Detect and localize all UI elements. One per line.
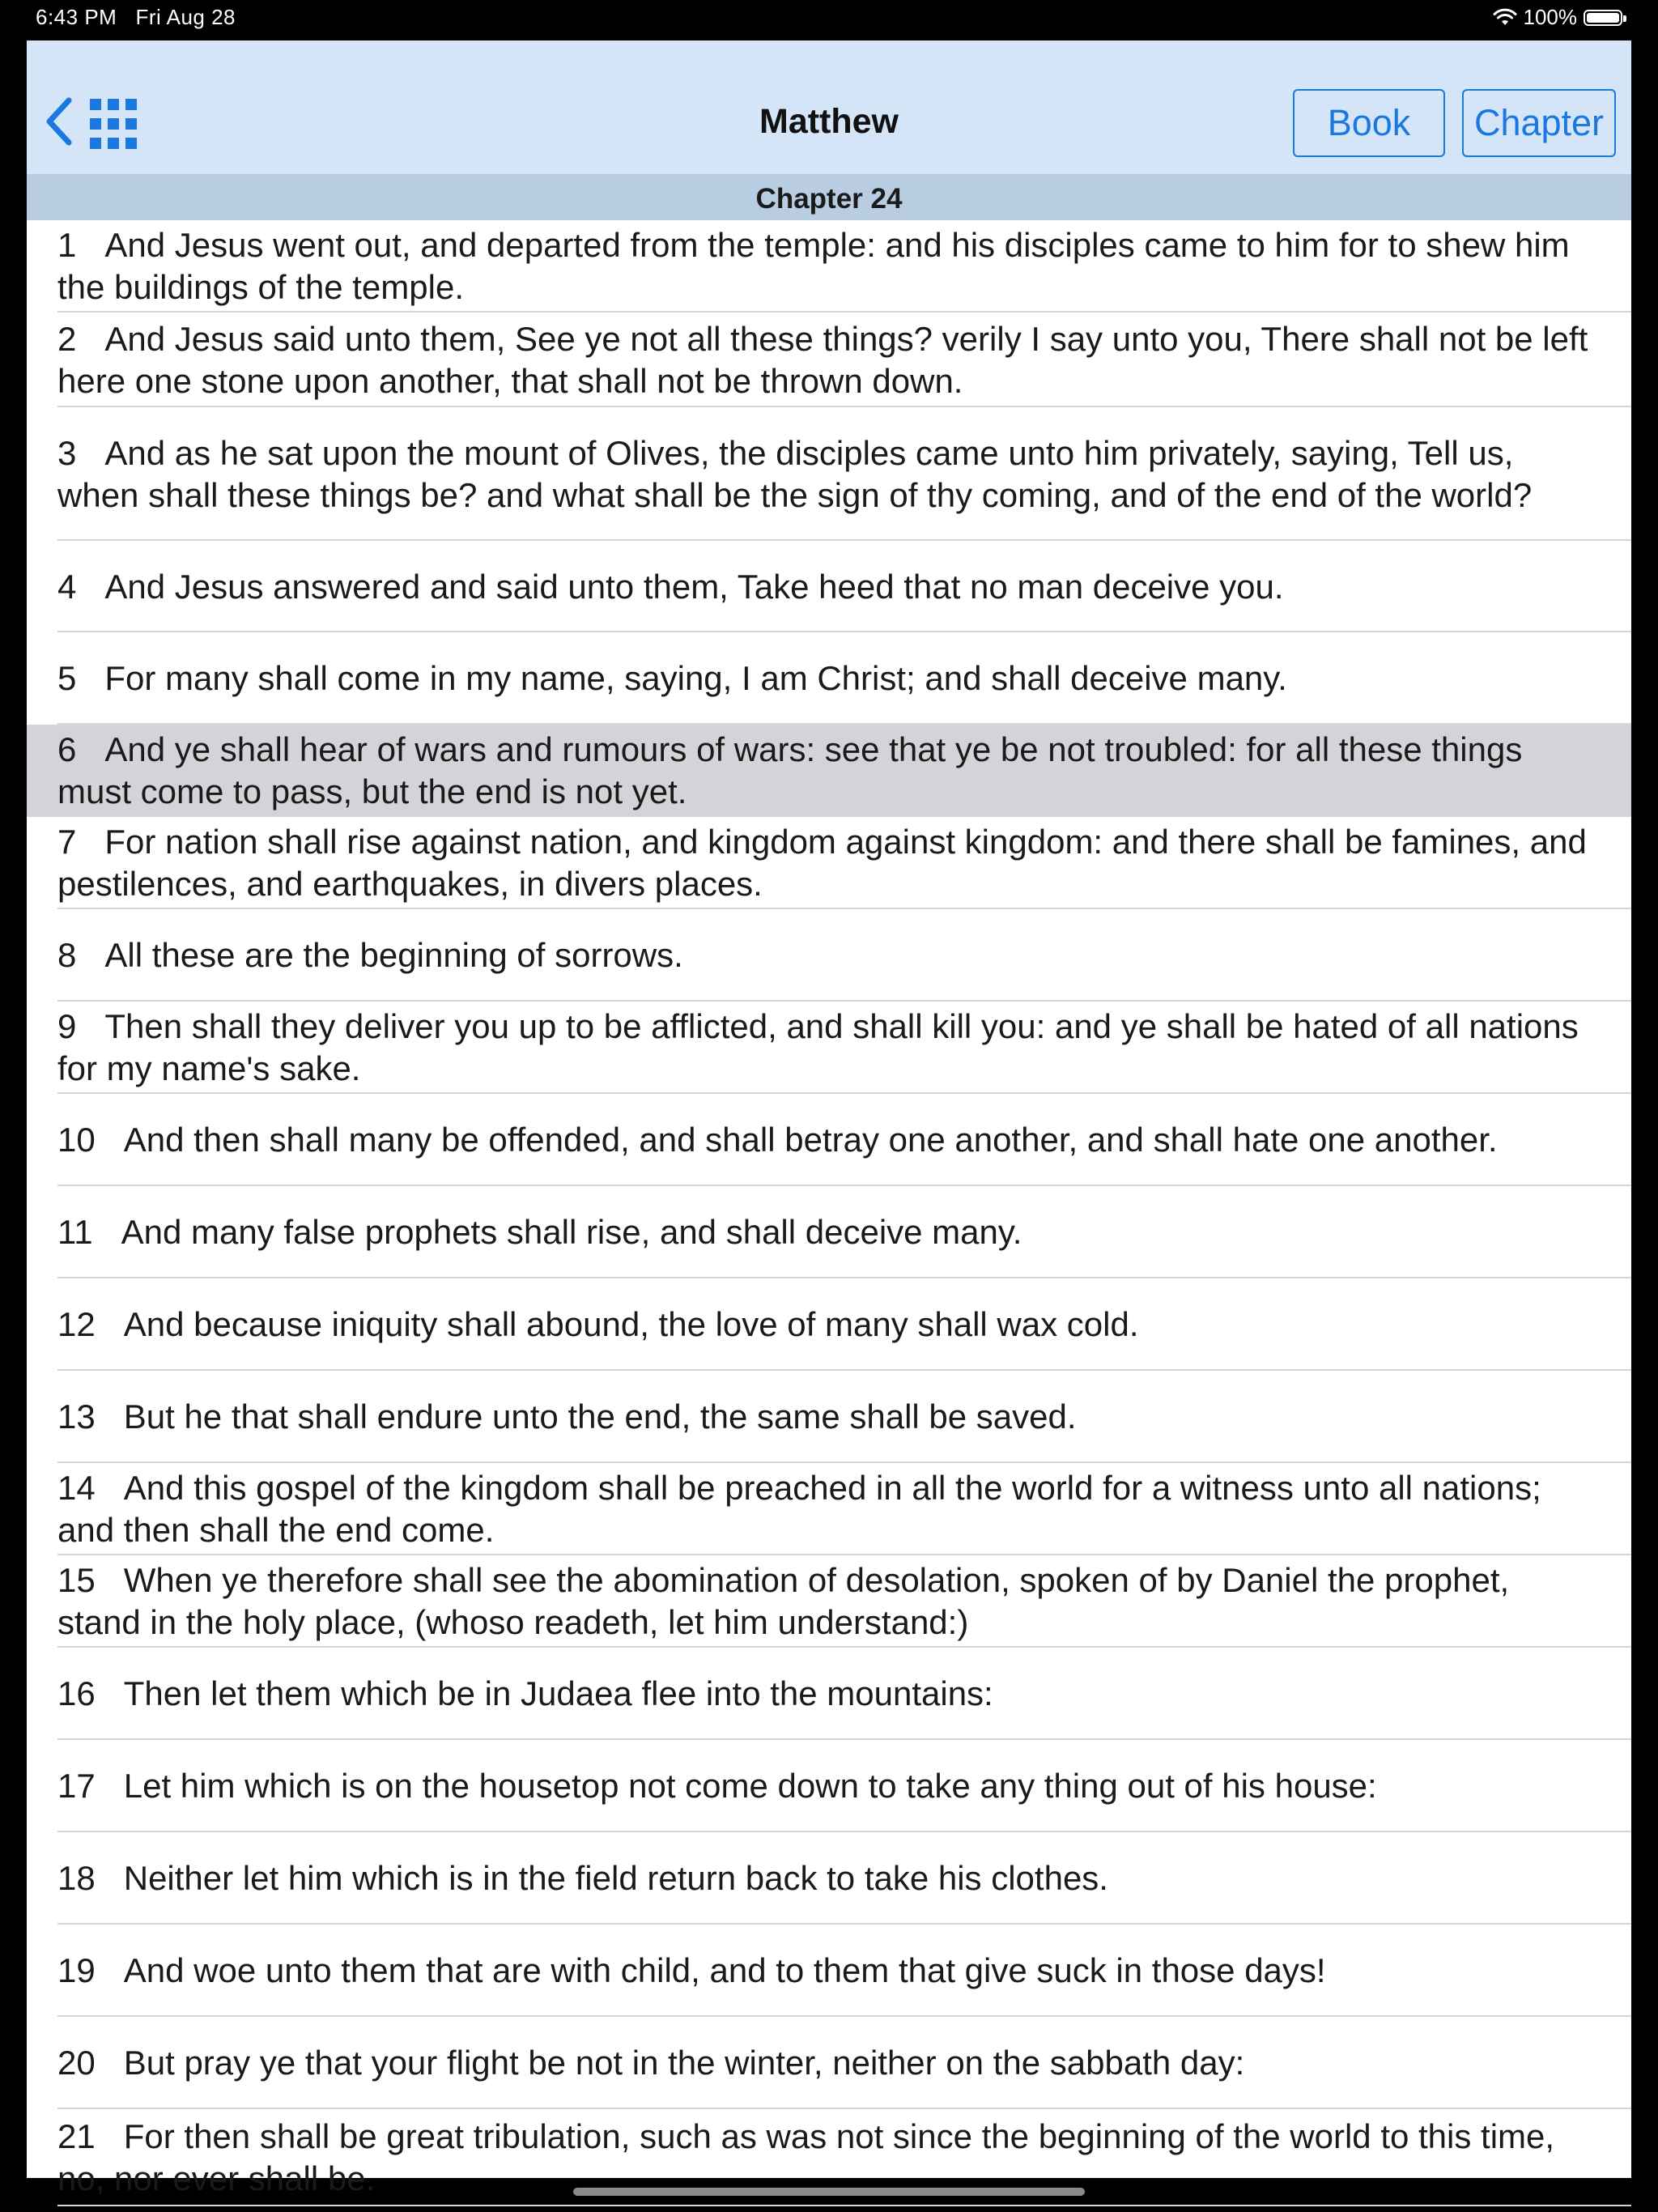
verse-text <box>57 1304 1601 1346</box>
verse-text <box>57 1396 1601 1438</box>
verse-number: 15 <box>57 1561 96 1599</box>
verse-body: Then shall they deliver you up to be afflicted, and shall kill you: and ye shall be hated of all nations for my name's sake. <box>57 1007 1579 1087</box>
verse-body: And Jesus said unto them, See ye not all these things? verily I say unto you, There shall not be left here one stone upon another, that shall not be thrown down. <box>57 319 1588 400</box>
status-date: Fri Aug 28 <box>135 5 236 29</box>
verse-row[interactable] <box>27 1648 1631 1740</box>
verse-row[interactable] <box>27 1278 1631 1371</box>
verse-body: And then shall many be offended, and shall betray one another, and shall hate one another. <box>123 1121 1498 1159</box>
battery-percent: 100% <box>1523 5 1577 29</box>
verse-body: For then shall be great tribulation, such as was not since the beginning of the world to this time, no, nor ever shall be. <box>57 2117 1555 2197</box>
verse-number: 20 <box>57 2044 96 2082</box>
verse-number: 16 <box>57 1674 96 1712</box>
verse-body: But he that shall endure unto the end, the same shall be saved. <box>123 1397 1077 1436</box>
verse-body: And because iniquity shall abound, the love of many shall wax cold. <box>123 1305 1139 1343</box>
verse-text <box>57 934 1601 976</box>
verse-row[interactable] <box>27 1925 1631 2017</box>
verse-row[interactable] <box>27 909 1631 1002</box>
status-bar <box>0 0 1658 37</box>
status-time <box>36 5 236 30</box>
verse-number: 14 <box>57 1469 96 1507</box>
verse-text <box>57 821 1601 905</box>
verse-row[interactable] <box>27 220 1631 313</box>
verse-number: 2 <box>57 319 77 358</box>
verse-body: And as he sat upon the mount of Olives, the disciples came unto him privately, saying, Tell us, when shall these things be? and what shall be the sign of thy coming, and of the end of the world? <box>57 433 1533 514</box>
verse-body: And many false prophets shall rise, and shall deceive many. <box>121 1213 1022 1251</box>
verse-row[interactable] <box>27 1832 1631 1925</box>
verse-row[interactable] <box>27 725 1631 817</box>
verse-body: And ye shall hear of wars and rumours of wars: see that ye be not troubled: for all these things must come to pass, but the end is not yet. <box>57 730 1523 810</box>
verse-row[interactable] <box>27 1186 1631 1278</box>
verse-text <box>57 1857 1601 1899</box>
verse-body: For many shall come in my name, saying, I am Christ; and shall deceive many. <box>104 659 1287 697</box>
verse-row[interactable] <box>27 2017 1631 2109</box>
verse-text <box>57 1559 1601 1644</box>
page-title: Matthew <box>759 102 899 141</box>
verse-row[interactable] <box>27 1371 1631 1463</box>
verse-number: 21 <box>57 2117 96 2155</box>
verse-number: 18 <box>57 1859 96 1897</box>
verse-row[interactable] <box>27 407 1631 541</box>
verse-text <box>57 224 1601 308</box>
verse-number: 11 <box>57 1213 93 1251</box>
verse-number: 19 <box>57 1951 96 1989</box>
verse-row[interactable] <box>27 1002 1631 1094</box>
verse-body: For nation shall rise against nation, and kingdom against kingdom: and there shall be famines, and pestilences, and earthquakes, in divers places. <box>57 823 1587 903</box>
verse-text <box>57 318 1601 402</box>
verse-text <box>57 1211 1601 1253</box>
home-indicator[interactable] <box>573 2188 1085 2196</box>
verse-body: Then let them which be in Judaea flee into the mountains: <box>123 1674 993 1712</box>
verse-body: But pray ye that your flight be not in the winter, neither on the sabbath day: <box>123 2044 1245 2082</box>
verse-row[interactable] <box>27 1555 1631 1648</box>
chapter-button[interactable]: Chapter <box>1462 89 1616 157</box>
verse-row[interactable] <box>27 1094 1631 1186</box>
chapter-header-text: Chapter 24 <box>755 183 903 215</box>
verse-body: And woe unto them that are with child, and to them that give suck in those days! <box>123 1951 1326 1989</box>
chapter-header <box>27 175 1631 220</box>
verse-number: 4 <box>57 567 77 606</box>
verse-number: 10 <box>57 1121 96 1159</box>
verse-text <box>57 657 1601 700</box>
verse-number: 5 <box>57 659 77 697</box>
verse-number: 17 <box>57 1767 96 1805</box>
verse-text <box>57 2042 1601 2084</box>
verse-text <box>57 729 1601 813</box>
verse-text <box>57 1950 1601 1992</box>
verse-body: And this gospel of the kingdom shall be preached in all the world for a witness unto all nations; and then shall the end come. <box>57 1469 1541 1549</box>
verse-list[interactable] <box>27 220 1631 2206</box>
verse-number: 8 <box>57 936 77 974</box>
verse-number: 3 <box>57 433 77 472</box>
navigation-bar <box>27 40 1631 175</box>
wifi-icon <box>1493 9 1517 27</box>
verse-number: 12 <box>57 1305 96 1343</box>
verse-number: 1 <box>57 226 77 264</box>
verse-body: All these are the beginning of sorrows. <box>104 936 683 974</box>
verse-number: 7 <box>57 823 77 861</box>
verse-number: 6 <box>57 730 77 768</box>
verse-body: And Jesus went out, and departed from the temple: and his disciples came to him for to shew him the buildings of the temple. <box>57 226 1570 306</box>
verse-body: Let him which is on the housetop not come down to take any thing out of his house: <box>123 1767 1377 1805</box>
verse-text <box>57 1006 1601 1090</box>
verse-text <box>57 566 1601 608</box>
verse-row[interactable] <box>27 541 1631 632</box>
status-right <box>1493 5 1623 30</box>
verse-text <box>57 1119 1601 1161</box>
battery-icon <box>1584 10 1622 26</box>
book-button[interactable]: Book <box>1293 89 1445 157</box>
verse-body: And Jesus answered and said unto them, Take heed that no man deceive you. <box>104 567 1284 606</box>
verse-row[interactable] <box>27 313 1631 407</box>
verse-text <box>57 1765 1601 1807</box>
verse-text <box>57 1467 1601 1551</box>
verse-row[interactable] <box>27 1463 1631 1555</box>
verse-number: 13 <box>57 1397 96 1436</box>
verse-row[interactable] <box>27 632 1631 725</box>
app-window <box>27 40 1631 2197</box>
verse-body: Neither let him which is in the field return back to take his clothes. <box>123 1859 1108 1897</box>
verse-text <box>57 432 1601 517</box>
verse-number: 9 <box>57 1007 77 1045</box>
verse-text <box>57 1673 1601 1715</box>
status-time-text: 6:43 PM <box>36 5 117 29</box>
verse-body: When ye therefore shall see the abomination of desolation, spoken of by Daniel the prophet, stand in the holy place, (whoso readeth, let him understand:) <box>57 1561 1510 1641</box>
verse-row[interactable] <box>27 817 1631 909</box>
verse-row[interactable] <box>27 1740 1631 1832</box>
